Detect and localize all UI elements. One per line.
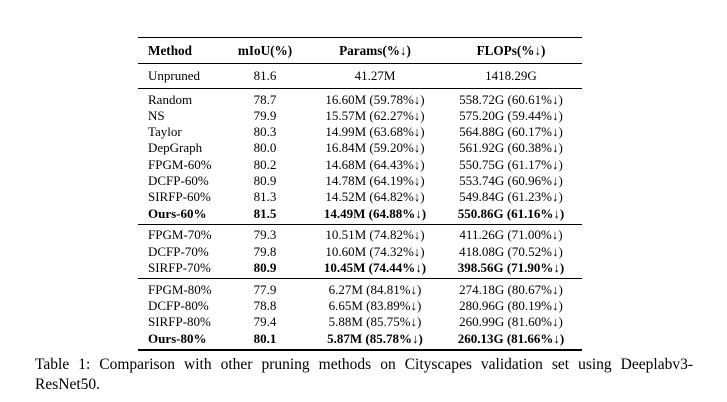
params-cell: 5.87M (85.78%↓) — [327, 330, 423, 346]
table-row — [138, 189, 582, 205]
method-cell: DCFP-70% — [148, 243, 209, 259]
params-cell: 41.27M — [354, 67, 396, 83]
params-cell: 10.60M (74.32%↓) — [325, 243, 425, 259]
column-header-miou: mIoU(%) — [220, 38, 310, 64]
method-cell: FPGM-70% — [148, 227, 212, 243]
params-cell: 16.60M (59.78%↓) — [325, 91, 425, 107]
params-cell: 14.99M (63.68%↓) — [325, 124, 425, 140]
miou-cell: 78.7 — [253, 91, 277, 107]
pruning-comparison-table — [138, 37, 582, 351]
miou-cell: 77.9 — [253, 281, 277, 297]
miou-cell: 80.3 — [253, 124, 277, 140]
flops-cell: 564.88G (60.17%↓) — [459, 124, 563, 140]
flops-cell: 550.75G (61.17%↓) — [459, 156, 563, 172]
table-group-prune-80 — [138, 279, 582, 350]
table-header — [138, 38, 582, 64]
flops-cell: 1418.29G — [485, 67, 537, 83]
miou-cell: 80.2 — [253, 156, 277, 172]
params-cell: 16.84M (59.20%↓) — [325, 140, 425, 156]
miou-cell: 79.8 — [253, 243, 277, 259]
table-row — [138, 331, 582, 350]
table-group-prune-70 — [138, 224, 582, 278]
miou-cell: 81.5 — [253, 205, 277, 221]
method-cell: SIRFP-60% — [148, 189, 211, 205]
miou-cell: 81.6 — [253, 67, 277, 83]
method-cell: Random — [148, 91, 193, 107]
table-caption: Table 1: Comparison with other pruning methods on Cityscapes validation set using Deeplabv3-ResNet50. — [35, 356, 693, 393]
flops-cell: 575.20G (59.44%↓) — [459, 107, 563, 123]
miou-cell: 81.3 — [253, 189, 277, 205]
flops-cell: 398.56G (71.90%↓) — [457, 259, 565, 275]
params-cell: 10.45M (74.44%↓) — [323, 259, 427, 275]
miou-cell: 80.9 — [253, 172, 277, 188]
table-row — [138, 124, 582, 140]
flops-cell: 280.96G (80.19%↓) — [459, 298, 563, 314]
flops-cell: 558.72G (60.61%↓) — [459, 91, 563, 107]
table-row — [138, 260, 582, 279]
method-cell: SIRFP-70% — [148, 259, 211, 275]
header-row — [138, 38, 582, 64]
method-cell: FPGM-80% — [148, 281, 212, 297]
method-cell: SIRFP-80% — [148, 314, 211, 330]
table-row — [138, 89, 582, 108]
flops-cell: 550.86G (61.16%↓) — [457, 205, 565, 221]
params-cell: 15.57M (62.27%↓) — [325, 107, 425, 123]
method-cell: FPGM-60% — [148, 156, 212, 172]
flops-cell: 411.26G (71.00%↓) — [459, 227, 563, 243]
column-header-flops: FLOPs(%↓) — [440, 38, 582, 64]
params-cell: 5.88M (85.75%↓) — [328, 314, 422, 330]
miou-cell: 80.9 — [253, 259, 277, 275]
miou-cell: 80.0 — [253, 140, 277, 156]
table-row — [138, 244, 582, 260]
table-group-unpruned — [138, 64, 582, 89]
params-cell: 14.52M (64.82%↓) — [325, 189, 425, 205]
table-row — [138, 108, 582, 124]
table-row — [138, 173, 582, 189]
table-group-prune-60 — [138, 89, 582, 225]
flops-cell: 549.84G (61.23%↓) — [459, 189, 563, 205]
miou-cell: 78.8 — [253, 298, 277, 314]
miou-cell: 79.4 — [253, 314, 277, 330]
miou-cell: 79.9 — [253, 107, 277, 123]
method-cell: DCFP-80% — [148, 298, 209, 314]
params-cell: 14.49M (64.88%↓) — [323, 205, 427, 221]
method-cell: DCFP-60% — [148, 172, 209, 188]
method-cell: Unpruned — [148, 67, 200, 83]
flops-cell: 561.92G (60.38%↓) — [459, 140, 563, 156]
table-row — [138, 279, 582, 298]
method-cell: Ours-80% — [148, 330, 207, 346]
table-row — [138, 206, 582, 225]
params-cell: 6.65M (83.89%↓) — [328, 298, 422, 314]
method-cell: Taylor — [148, 124, 182, 140]
column-header-method: Method — [138, 38, 220, 64]
params-cell: 10.51M (74.82%↓) — [325, 227, 425, 243]
flops-cell: 260.13G (81.66%↓) — [457, 330, 565, 346]
method-cell: Ours-60% — [148, 205, 207, 221]
params-cell: 14.68M (64.43%↓) — [325, 156, 425, 172]
params-cell: 6.27M (84.81%↓) — [328, 281, 422, 297]
flops-cell: 260.99G (81.60%↓) — [459, 314, 563, 330]
miou-cell: 79.3 — [253, 227, 277, 243]
table-row — [138, 314, 582, 330]
table-row — [138, 140, 582, 156]
table-row — [138, 64, 582, 89]
table-row — [138, 298, 582, 314]
table-row — [138, 224, 582, 243]
params-cell: 14.78M (64.19%↓) — [325, 172, 425, 188]
flops-cell: 418.08G (70.52%↓) — [459, 243, 563, 259]
flops-cell: 274.18G (80.67%↓) — [459, 281, 563, 297]
method-cell: DepGraph — [148, 140, 203, 156]
method-cell: NS — [148, 107, 165, 123]
column-header-params: Params(%↓) — [310, 38, 440, 64]
miou-cell: 80.1 — [253, 330, 277, 346]
table-row — [138, 157, 582, 173]
flops-cell: 553.74G (60.96%↓) — [459, 172, 563, 188]
